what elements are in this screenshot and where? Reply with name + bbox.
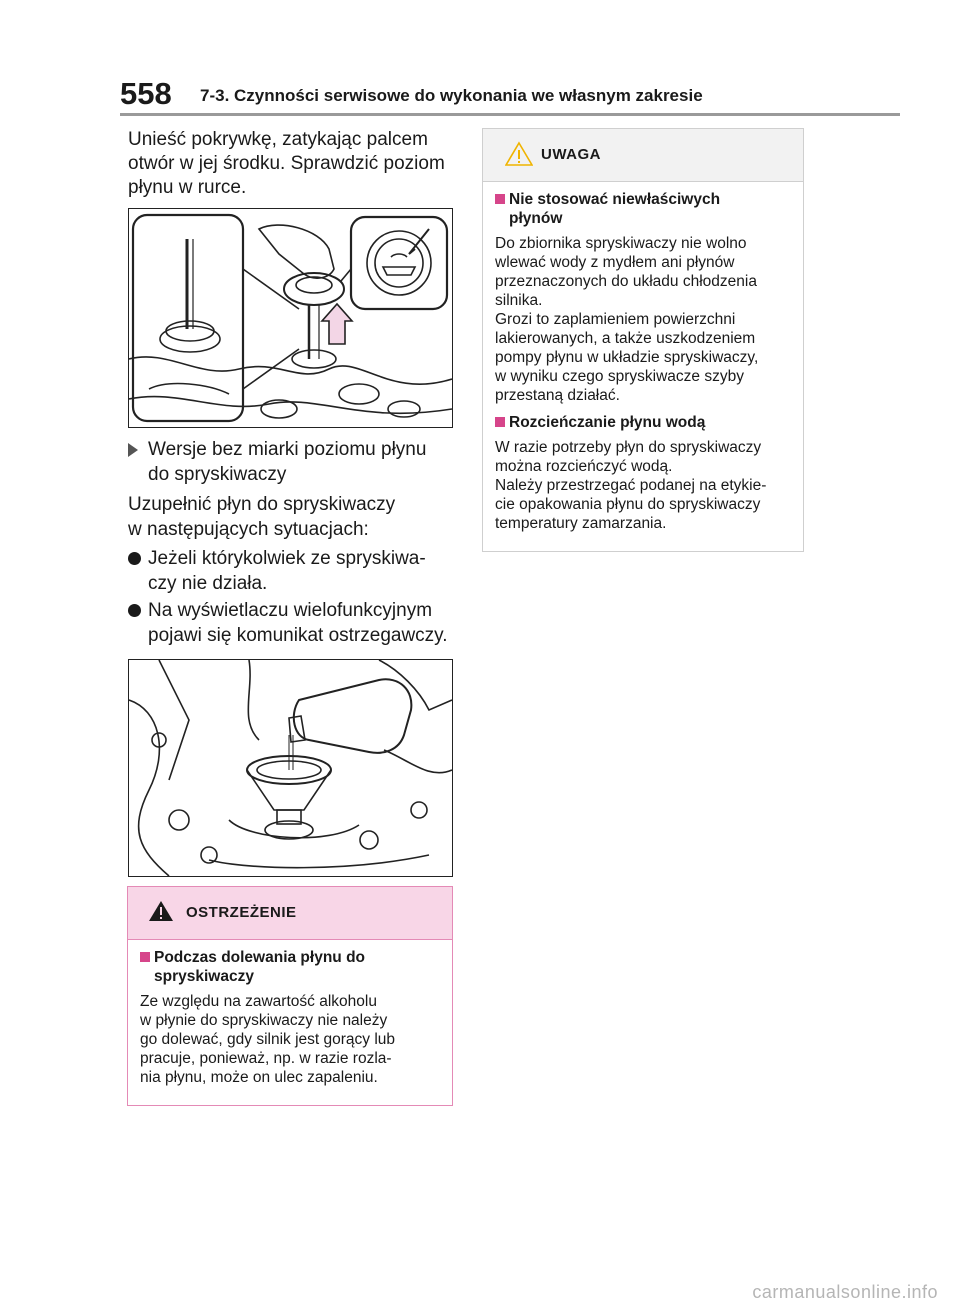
intro-paragraph <box>128 128 453 200</box>
intro-line: płynu w rurce. <box>128 177 247 198</box>
caution-line: w wyniku czego spryskiwacze szyby <box>495 368 744 385</box>
warning-subheading-line: Podczas dolewania płynu do <box>154 949 366 966</box>
refill-line: Uzupełnić płyn do spryskiwaczy <box>128 494 396 515</box>
square-marker-icon <box>495 194 505 204</box>
bullet-icon <box>128 552 141 565</box>
caution-line: wlewać wody z mydłem ani płynów <box>495 254 735 271</box>
bullet-line: czy nie działa. <box>148 573 268 594</box>
bullet-icon <box>128 604 141 617</box>
bullet-line: Jeżeli którykolwiek ze spryskiwa- <box>148 548 426 569</box>
caution-line: przestaną działać. <box>495 387 620 404</box>
caution-line: silnika. <box>495 292 543 309</box>
warning-box <box>127 886 453 1106</box>
caution-line: przeznaczonych do układu chłodzenia <box>495 273 757 290</box>
refill-funnel-illustration <box>128 659 453 877</box>
caution-line: pompy płynu w układzie spryskiwaczy, <box>495 349 759 366</box>
warning-line: go dolewać, gdy silnik jest gorący lub <box>140 1031 396 1048</box>
warning-line: pracuje, ponieważ, np. w razie rozla- <box>140 1050 392 1067</box>
caution-line: Należy przestrzegać podanej na etykie- <box>495 477 767 494</box>
bullet-line: Na wyświetlaczu wielofunkcyjnym <box>148 600 433 621</box>
caution-line: Grozi to zaplamieniem powierzchni <box>495 311 736 328</box>
triangle-marker-icon <box>128 443 138 457</box>
variant-line: Wersje bez miarki poziomu płynu <box>148 439 427 460</box>
bullet-line: pojawi się komunikat ostrzegawczy. <box>148 625 448 646</box>
reservoir-cap-illustration <box>128 208 453 428</box>
page-number: 558 <box>120 76 172 111</box>
caution-triangle-icon <box>505 141 533 167</box>
caution-subheading-line: Rozcieńczanie płynu wodą <box>509 414 706 431</box>
warning-triangle-icon <box>148 899 174 923</box>
square-marker-icon <box>495 417 505 427</box>
header-rule <box>120 113 900 116</box>
caution-subheading <box>495 413 791 432</box>
refill-line: w następujących sytuacjach: <box>128 519 369 540</box>
refill-funnel-drawing <box>129 660 452 876</box>
caution-text <box>495 438 791 533</box>
warning-line: Ze względu na zawartość alkoholu <box>140 993 377 1010</box>
bullet-item <box>128 598 458 648</box>
intro-line: otwór w jej środku. Sprawdzić poziom <box>128 153 445 174</box>
caution-line: Do zbiornika spryskiwaczy nie wolno <box>495 235 747 252</box>
watermark: carmanualsonline.info <box>752 1282 938 1302</box>
warning-line: nia płynu, może on ulec zapaleniu. <box>140 1069 378 1086</box>
caution-subheading <box>495 190 791 228</box>
caution-text <box>495 234 791 405</box>
caution-line: W razie potrzeby płyn do spryskiwaczy <box>495 439 762 456</box>
bullet-item <box>128 546 453 596</box>
caution-box <box>482 128 804 552</box>
refill-paragraph <box>128 492 453 542</box>
caution-title: UWAGA <box>541 146 601 163</box>
warning-subheading-line: spryskiwaczy <box>154 968 254 985</box>
caution-subheading-line: Nie stosować niewłaściwych <box>509 191 721 208</box>
warning-body <box>128 940 452 1105</box>
variant-heading <box>128 437 453 487</box>
intro-line: Unieść pokrywkę, zatykając palcem <box>128 129 428 150</box>
warning-title: OSTRZEŻENIE <box>186 904 297 921</box>
reservoir-cap-drawing <box>129 209 452 427</box>
caution-line: temperatury zamarzania. <box>495 515 667 532</box>
caution-line: lakierowanych, a także uszkodzeniem <box>495 330 756 347</box>
caution-body <box>483 182 803 551</box>
caution-header <box>483 129 803 182</box>
caution-line: można rozcieńczyć wodą. <box>495 458 673 475</box>
warning-subheading <box>140 948 440 986</box>
variant-line: do spryskiwaczy <box>148 464 287 485</box>
page-header <box>120 70 900 110</box>
warning-header <box>128 887 452 940</box>
section-title: 7-3. Czynności serwisowe do wykonania we własnym zakresie <box>200 86 703 105</box>
caution-line: cie opakowania płynu do spryskiwaczy <box>495 496 761 513</box>
square-marker-icon <box>140 952 150 962</box>
warning-text <box>140 992 440 1087</box>
warning-line: w płynie do spryskiwaczy nie należy <box>140 1012 388 1029</box>
caution-subheading-line: płynów <box>509 210 563 227</box>
